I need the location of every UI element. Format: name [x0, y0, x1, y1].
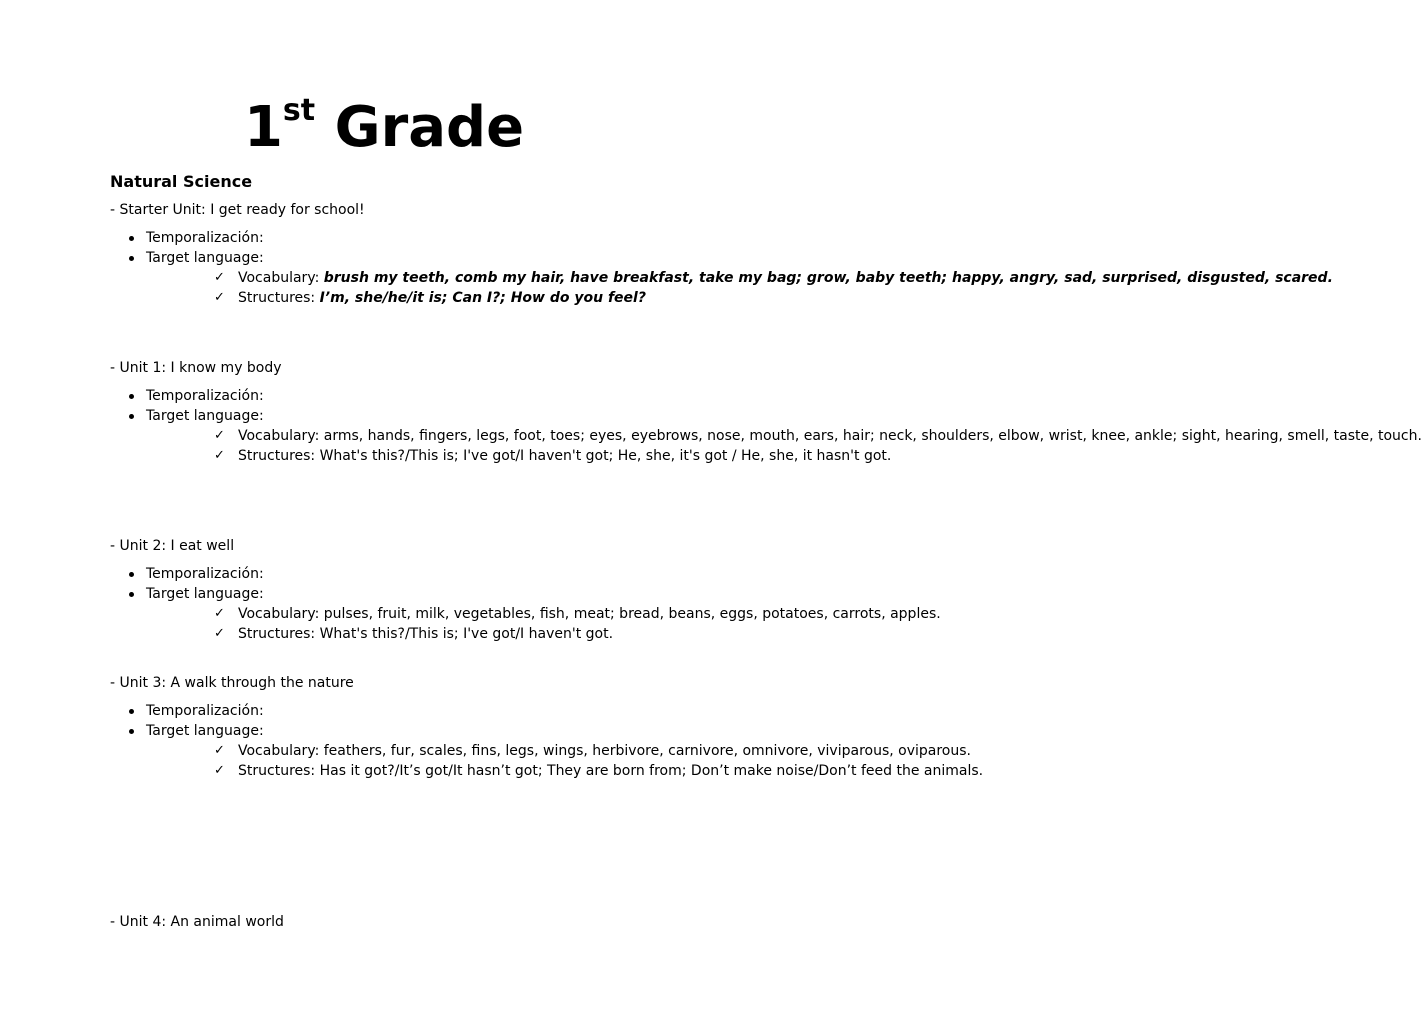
unit-details-starter [110, 228, 1333, 308]
bullet-item-target-language [110, 721, 984, 781]
vocabulary-text: brush my teeth, comb my hair, have breakfast, take my bag; grow, baby teeth; happy, angry, sad, surprised, disgusted, scared. [323, 270, 1333, 286]
check-item-structures [214, 624, 694, 644]
structures-text: Structures: Has it got?/It’s got/It hasn’t got; They are born from; Don’t make noise/Don’t feed the animals. [238, 763, 984, 779]
check-item-structures [214, 288, 694, 308]
unit-details-1 [110, 386, 1422, 466]
page-title [0, 93, 768, 160]
bullet-item-temporalizacion: Temporalización: [110, 701, 660, 721]
vocabulary-label: Vocabulary: [238, 270, 324, 286]
vocabulary-text: Vocabulary: arms, hands, fingers, legs, foot, toes; eyes, eyebrows, nose, mouth, ears, hair; neck, shoulders, elbow, wrist, knee, ankle; sight, hearing, smell, taste, touch. [238, 428, 1422, 444]
check-item-vocabulary [214, 268, 1333, 288]
structures-text: Structures: What's this?/This is; I've got/I haven't got. [238, 626, 614, 642]
check-item-vocabulary [214, 741, 971, 761]
checkmark-icon: ✓ [214, 626, 225, 641]
unit-heading-starter: - Starter Unit: I get ready for school! [110, 202, 365, 218]
check-item-structures [214, 761, 984, 781]
vocabulary-text: Vocabulary: pulses, fruit, milk, vegetables, fish, meat; bread, beans, eggs, potatoes, carrots, apples. [238, 606, 941, 622]
vocabulary-text: Vocabulary: feathers, fur, scales, fins, legs, wings, herbivore, carnivore, omnivore, viviparous, oviparous. [238, 743, 971, 759]
target-language-label: Target language: [146, 723, 264, 739]
check-list [146, 604, 941, 644]
checkmark-icon: ✓ [214, 606, 225, 621]
checkmark-icon: ✓ [214, 290, 225, 305]
bullet-item-target-language [110, 248, 1333, 308]
checkmark-icon: ✓ [214, 763, 225, 778]
bullet-item-temporalizacion: Temporalización: [110, 386, 660, 406]
checkmark-icon: ✓ [214, 270, 225, 285]
checkmark-icon: ✓ [214, 448, 225, 463]
check-item-vocabulary [214, 426, 1422, 446]
bullet-item-target-language [110, 584, 941, 644]
title-number: 1 [243, 95, 283, 160]
checkmark-icon: ✓ [214, 428, 225, 443]
checkmark-icon: ✓ [214, 743, 225, 758]
subject-heading: Natural Science [110, 172, 253, 191]
unit-heading-1: - Unit 1: I know my body [110, 360, 282, 376]
title-word: Grade [315, 95, 525, 160]
unit-heading-3: - Unit 3: A walk through the nature [110, 675, 354, 691]
target-language-label: Target language: [146, 250, 264, 266]
unit-heading-4: - Unit 4: An animal world [110, 914, 284, 930]
check-item-structures [214, 446, 892, 466]
unit-details-2 [110, 564, 941, 644]
bullet-item-temporalizacion: Temporalización: [110, 564, 660, 584]
unit-details-3 [110, 701, 984, 781]
unit-heading-2: - Unit 2: I eat well [110, 538, 235, 554]
bullet-item-target-language [110, 406, 1422, 466]
target-language-label: Target language: [146, 586, 264, 602]
title-ordinal-suffix: st [282, 93, 316, 129]
structures-label: Structures: [238, 290, 320, 306]
structures-text: I’m, she/he/it is; Can I?; How do you feel? [319, 290, 646, 306]
check-list [146, 741, 984, 781]
target-language-label: Target language: [146, 408, 264, 424]
structures-text: Structures: What's this?/This is; I've got/I haven't got; He, she, it's got / He, she, it hasn't got. [238, 448, 892, 464]
check-list [146, 268, 1333, 308]
bullet-item-temporalizacion: Temporalización: [110, 228, 660, 248]
check-list [146, 426, 1422, 466]
check-item-vocabulary [214, 604, 941, 624]
